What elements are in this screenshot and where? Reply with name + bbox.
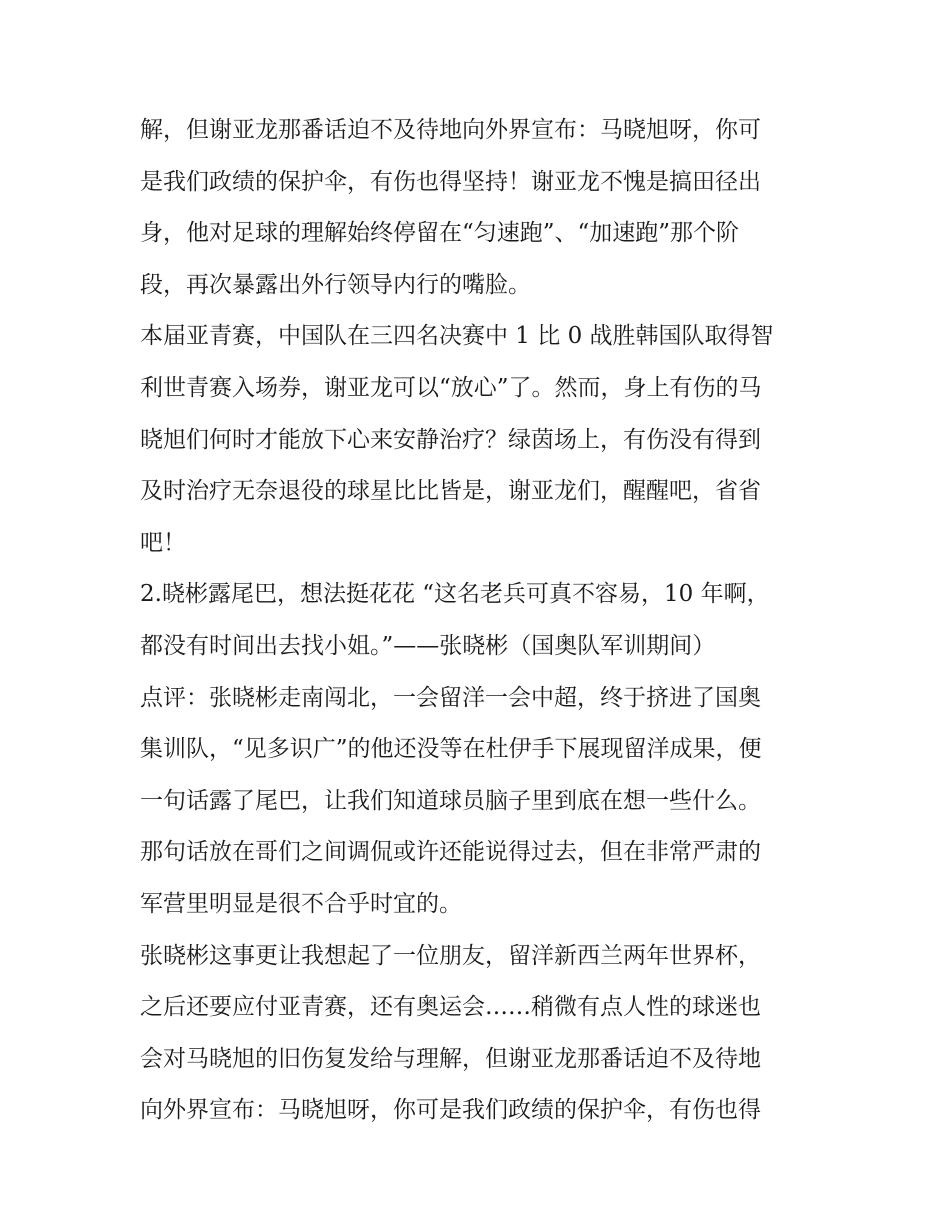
- text-line: 那句话放在哥们之间调侃或许还能说得过去，但在非常严肃的: [140, 839, 761, 866]
- text-line: 集训队，“见多识广”的他还没等在杜伊手下展现留洋成果，便: [140, 736, 762, 763]
- text-line: 2.晓彬露尾巴，想法挺花花 “这名老兵可真不容易，10 年啊，: [140, 581, 770, 608]
- text-line: 会对马晓旭的旧伤复发给与理解，但谢亚龙那番话迫不及待地: [140, 1045, 761, 1072]
- text-line: 晓旭们何时才能放下心来安静治疗？绿茵场上，有伤没有得到: [140, 426, 761, 453]
- body-text: [140, 105, 830, 1137]
- text-line: 解，但谢亚龙那番话迫不及待地向外界宣布：马晓旭呀，你可: [140, 117, 761, 143]
- text-line: 张晓彬这事更让我想起了一位朋友，留洋新西兰两年世界杯，: [140, 942, 761, 969]
- text-line: 吧！: [140, 529, 186, 556]
- text-line: 一句话露了尾巴，让我们知道球员脑子里到底在想一些什么。: [140, 787, 761, 814]
- text-line: 本届亚青赛，中国队在三四名决赛中 1 比 0 战胜韩国队取得智: [140, 323, 774, 350]
- text-line: 利世青赛入场券，谢亚龙可以“放心”了。然而，身上有伤的马: [140, 374, 762, 401]
- text-line: 段，再次暴露出外行领导内行的嘴脸。: [140, 271, 531, 298]
- text-line: 都没有时间出去找小姐。”——张晓彬（国奥队军训期间）: [140, 632, 716, 659]
- text-line: 身，他对足球的理解始终停留在“匀速跑”、“加速跑”那个阶: [140, 220, 740, 247]
- text-line: 是我们政绩的保护伞，有伤也得坚持！谢亚龙不愧是搞田径出: [140, 168, 761, 195]
- text-line: 军营里明显是很不合乎时宜的。: [140, 890, 462, 917]
- text-line: 点评：张晓彬走南闯北，一会留洋一会中超，终于挤进了国奥: [140, 684, 761, 711]
- text-line: 及时治疗无奈退役的球星比比皆是，谢亚龙们，醒醒吧，省省: [140, 478, 761, 505]
- text-line: 之后还要应付亚青赛，还有奥运会……稍微有点人性的球迷也: [140, 994, 761, 1021]
- text-line: 向外界宣布：马晓旭呀，你可是我们政绩的保护伞，有伤也得: [140, 1097, 761, 1124]
